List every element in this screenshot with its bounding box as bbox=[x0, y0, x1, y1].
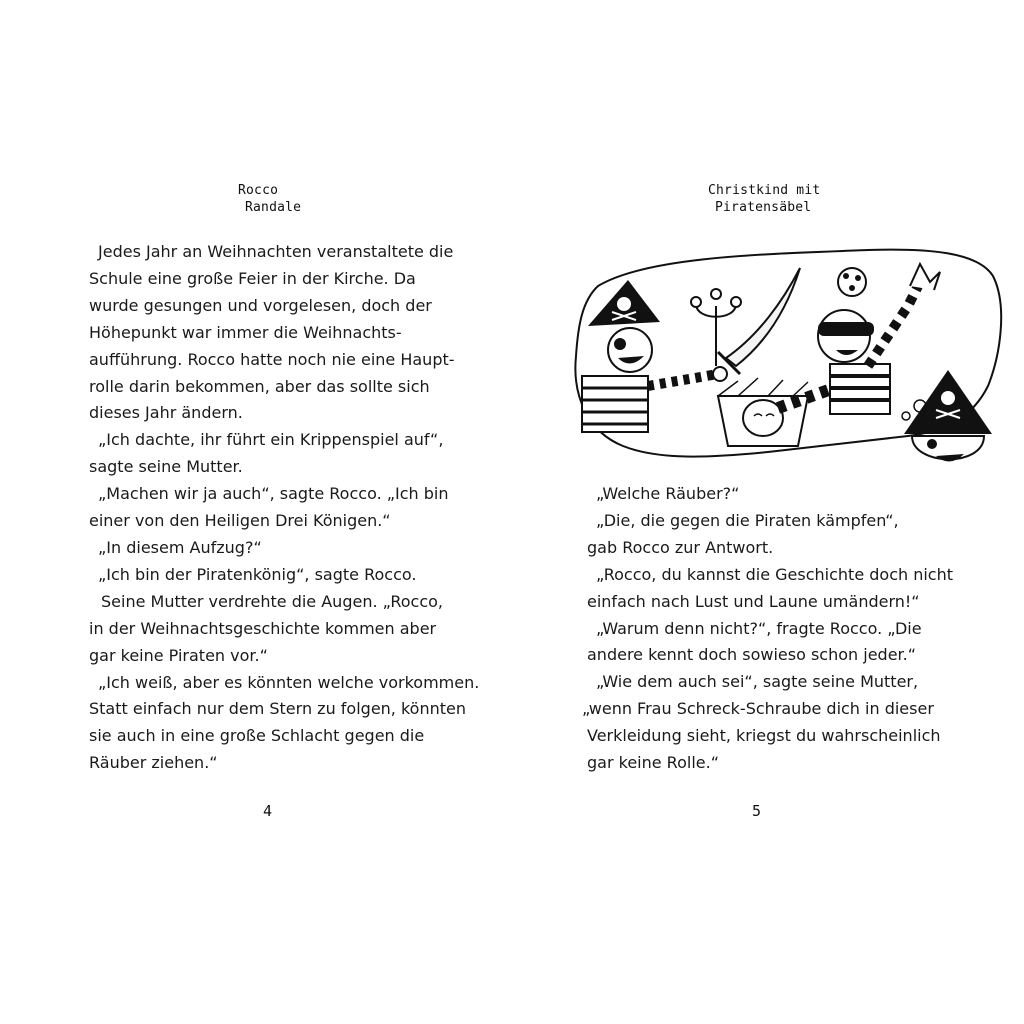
text-line: wurde gesungen und vorgelesen, doch der bbox=[89, 295, 432, 315]
text-line: rolle darin bekommen, aber das sollte sich bbox=[89, 376, 430, 396]
text-line: sagte seine Mutter. bbox=[89, 457, 243, 477]
text-line: „Rocco, du kannst die Geschichte doch nicht bbox=[596, 564, 954, 584]
text-line: einfach nach Lust und Laune umändern!“ bbox=[587, 591, 920, 611]
page-number: 4 bbox=[263, 802, 273, 820]
header-line: Christkind mit bbox=[708, 183, 821, 198]
masked-girl bbox=[778, 264, 940, 414]
page-header bbox=[708, 182, 820, 216]
text-line: in der Weihnachtsgeschichte kommen aber bbox=[89, 618, 437, 638]
text-line: Schule eine große Feier in der Kirche. Da bbox=[89, 268, 416, 288]
header-line: Piratensäbel bbox=[715, 200, 812, 215]
body-text bbox=[89, 239, 480, 777]
header-line: Randale bbox=[245, 200, 302, 215]
thought-bubble bbox=[902, 412, 910, 420]
text-line: andere kennt doch sowieso schon jeder.“ bbox=[587, 645, 917, 665]
text-line: Höhepunkt war immer die Weihnachts- bbox=[89, 322, 402, 342]
text-line: „In diesem Aufzug?“ bbox=[98, 537, 262, 557]
text-line: gar keine Piraten vor.“ bbox=[89, 645, 268, 665]
right-page bbox=[512, 0, 1024, 1024]
sword-icon bbox=[713, 268, 800, 381]
text-line: „Ich weiß, aber es könnten welche vorkommen. bbox=[98, 672, 480, 692]
pirate-illustration bbox=[568, 246, 1008, 486]
text-line: einer von den Heiligen Drei Königen.“ bbox=[89, 511, 391, 531]
page-header bbox=[238, 182, 301, 216]
body-text bbox=[582, 481, 967, 777]
text-line: aufführung. Rocco hatte noch nie eine Haupt- bbox=[89, 349, 455, 369]
text-line: Jedes Jahr an Weihnachten veranstaltete die bbox=[98, 242, 454, 261]
text-line: „Die, die gegen die Piraten kämpfen“, bbox=[596, 510, 899, 530]
text-line: Räuber ziehen.“ bbox=[89, 753, 218, 773]
text-line: „Machen wir ja auch“, sagte Rocco. „Ich bin bbox=[98, 484, 449, 504]
text-line: Verkleidung sieht, kriegst du wahrscheinlich bbox=[587, 726, 941, 746]
text-line: gab Rocco zur Antwort. bbox=[587, 537, 774, 557]
text-line: „Welche Räuber?“ bbox=[596, 484, 740, 503]
pirate-head-right bbox=[904, 370, 992, 462]
page-number: 5 bbox=[752, 802, 762, 820]
text-line: Seine Mutter verdrehte die Augen. „Rocco, bbox=[101, 591, 443, 611]
text-line: „wenn Frau Schreck-Schraube dich in dieser bbox=[582, 699, 934, 719]
text-line: Statt einfach nur dem Stern zu folgen, könnten bbox=[89, 699, 466, 719]
header-line: Rocco bbox=[238, 183, 279, 198]
baby-in-manger bbox=[718, 378, 808, 446]
text-line: „Warum denn nicht?“, fragte Rocco. „Die bbox=[596, 618, 922, 638]
text-line: sie auch in eine große Schlacht gegen die bbox=[89, 726, 425, 746]
text-line: „Wie dem auch sei“, sagte seine Mutter, bbox=[596, 672, 919, 692]
text-line: dieses Jahr ändern. bbox=[89, 403, 243, 423]
text-line: „Ich dachte, ihr führt ein Krippenspiel auf“, bbox=[98, 430, 444, 450]
text-line: „Ich bin der Piratenkönig“, sagte Rocco. bbox=[98, 564, 417, 584]
text-line: gar keine Rolle.“ bbox=[587, 753, 719, 773]
